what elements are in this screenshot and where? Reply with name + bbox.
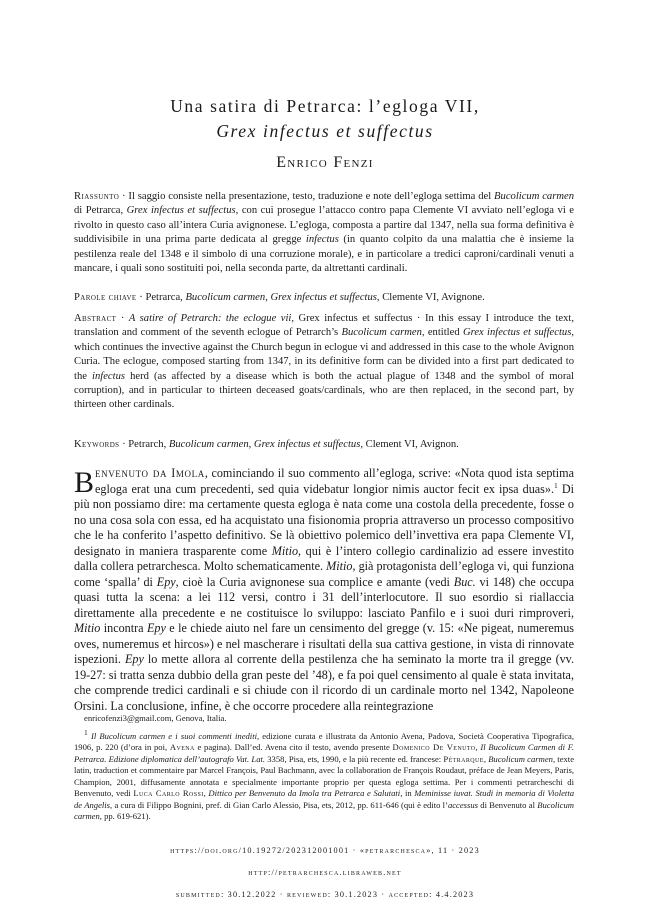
text-run: Grex infectus et suffectus: [294, 313, 413, 324]
footnote-ref[interactable]: 1: [554, 480, 558, 490]
text-run: · Petrarch,: [119, 439, 169, 450]
italic-run: Bucolicum carmen: [341, 327, 422, 339]
small-caps-run: Luca Carlo Rossi: [133, 788, 204, 798]
text-run: ,: [483, 753, 489, 764]
keywords-paragraph: [74, 438, 574, 452]
italic-run: Epy: [156, 574, 176, 589]
italic-run: Bucolicum carmen: [168, 439, 249, 450]
italic-run: Mitio: [74, 621, 101, 635]
italic-run: Mitio: [271, 543, 299, 558]
author-name: Enrico Fenzi: [276, 154, 374, 171]
text-run: e le chiede aiuto nel fare un censimento del gregge (v. 15: «Ne pigeat, numeremus oves, numeremus et hircos») e nel mascherare i risultati della sua cattiva gestione, in vista di rinnovate ispezioni.: [74, 621, 574, 666]
text-run: herd (as affected by a disease which is both the actual plague of 1348 and the symbol of moral corruption), and in particular to thirteen deceased goats/cardinals, who are then replaced, in the second part, by thirteen other cardinals.: [74, 370, 574, 411]
italic-run: Bucolicum carmen: [488, 753, 553, 764]
text-run: , entitled: [421, 327, 463, 339]
text-run: lo mette allora al corrente della pestilenza che ha seminato la morte tra il gregge (vv. 19-27: si tratta senza dubbio della gran peste del ’48), e fa poi quel censimento al quale è stata invitata, che comprende tredici cardinali e si chiude con il ricordo di un cardinale morto nel 1342, Napoleone Orsini. La conclusione, infine, è che occorre procedere alla reintegrazione: [74, 652, 575, 713]
article-title-line-2: Grex infectus et suffectus: [216, 121, 434, 141]
text-run: , which continues the invective against the Church begun in eclogue vi and addressed in this case to the whole Avignon Curia. The eclogue, composed starting from 1347, in its definitive form can be divided into a first part dedicated to the: [74, 327, 574, 382]
text-run: ·: [116, 313, 129, 324]
text-run: · Il saggio consiste nella presentazione, testo, traduzione e note dell’egloga settima del: [119, 191, 495, 202]
keywords-label: Keywords: [74, 439, 120, 450]
italic-run: Bucolicum carmen: [185, 292, 266, 303]
drop-cap: B: [74, 466, 95, 499]
parole-chiave-paragraph: [74, 291, 574, 305]
small-caps-run: Domenico De Venuto: [392, 742, 476, 752]
text-run: di Benvenuto al: [478, 799, 538, 810]
abstract-paragraph: [74, 312, 574, 413]
text-run: Di più non possiamo dire: ma certamente questa egloga è nata come una costola della precedente, fosse o no una cosa sola con essa, ed ha acquistato una fisionomia propria attraverso un processo compositivo che le ha conferito l’aspetto definitivo. Se là obiettivo polemico dell’invettiva era papa Clemente VI, designato in maniera trasparente come: [74, 481, 574, 558]
italic-run: Meminisse iuvat. Studi in memoria di Violetta de Angelis: [74, 788, 575, 810]
italic-run: Dittico per Benvenuto da Imola tra Petrarca e Salutati: [208, 788, 401, 798]
lead-small-caps: envenuto da Imola: [95, 466, 205, 480]
text-run: ,: [203, 788, 209, 798]
italic-run: Grex infectus et suffectus: [253, 439, 361, 450]
italic-run: Il Bucolicum carmen e i suoi commenti inediti: [90, 730, 257, 741]
italic-run: Epy: [124, 652, 144, 666]
footnote-number: 1: [84, 727, 88, 737]
italic-run: Grex infectus et suffectus: [270, 292, 377, 303]
text-run: · Petrarca,: [136, 292, 186, 303]
riassunto-label: Riassunto: [74, 191, 120, 202]
italic-run: Bucolicum carmen: [494, 191, 574, 202]
italic-run: Grex infectus et suffectus: [462, 327, 572, 339]
footnotes: [74, 713, 574, 823]
text-run: ,: [248, 439, 254, 450]
italic-run: infectus: [305, 234, 339, 246]
text-run: , texte latin, traduction et commentaire par Marcel François, Paul Bachmann, avec la collaboration de François Roudaut, préface de Jean Meyers, Paris, Champion, 2001, diffusamente annotata e specialmente importante proprio per questa egloga settima. Per i commenti petrarcheschi di Benvenuto, vedi: [74, 753, 575, 798]
text-run: , edizione curata e illustrata da Antonio Avena, Padova, Società Cooperativa Tipografica, 1906, p. 220 (d’ora in poi,: [74, 730, 574, 752]
abstract-label: Abstract: [74, 313, 117, 324]
italic-run: Epy: [146, 621, 166, 635]
doi-link[interactable]: https://doi.org/10.19272/202312001001 · «petrarchesca», 11 · 2023: [170, 846, 480, 855]
italic-run: Buc.: [453, 574, 476, 589]
text-run: , Clement VI, Avignon.: [360, 439, 459, 450]
text-run: , pp. 619-621).: [99, 811, 151, 821]
text-run: (in quanto colpito da una malattia che è insieme la pestilenza reale del 1348 e il simbolo di una corruzione morale), e in particolare a tredici caproni/cardinali venuti a mancare, i quali sono sostituiti poi, nella seconda parte, da altrettanti cardinali.: [74, 234, 575, 275]
journal-website-link[interactable]: http://petrarchesca.libraweb.net: [248, 868, 402, 877]
article-title-line-1: Una satira di Petrarca: l’egloga VII,: [170, 96, 480, 116]
text-run: , con cui prosegue l’attacco contro papa Clemente VI avviato nell’egloga vi e rivolto in questo caso all’intera Curia avignonese. L’egloga, composta a partire dal 1347, nella sua forma definitiva è suddivisibile in una prima parte dedicata al gregge: [74, 205, 574, 246]
text-run: 3358, Pisa, ets, 1990, e la più recente ed. francese:: [265, 753, 444, 764]
text-run: , Clemente VI, Avignone.: [376, 292, 485, 303]
text-run: , cominciando il suo commento all’egloga, scrive: «Nota quod ista septima egloga erat una cum precedenti, sed quia videbatur longior nimis auctor fecit ex ipsa duas».: [95, 466, 575, 496]
italic-run: Bucolicum carmen: [74, 799, 574, 821]
riassunto-paragraph: [74, 190, 574, 276]
text-run: , a cura di Filippo Bognini, pref. di Gian Carlo Alessio, Pisa, ets, 2012, pp. 611-646 (qui è edito l’: [110, 799, 448, 810]
text-run: e pagina). Dall’ed. Avena cito il testo, avendo presente: [194, 742, 393, 752]
italic-run: Grex infectus et suffectus: [126, 205, 236, 217]
text-run: vi 148) che occupa quasi tutta la scena: a lei 112 versi, contro i 31 dell’interlocutore. Il suo esordio si riallaccia direttamente alla precedente e ne costituisce lo sviluppo: lasciato Panfilo e i suoi duri rimproveri,: [74, 574, 575, 620]
text-run: incontra: [100, 621, 147, 635]
italic-run: Mitio: [326, 559, 353, 573]
italic-run: accessus: [447, 799, 479, 810]
text-run: ,: [475, 742, 481, 752]
footnote-1: [74, 727, 575, 823]
author-email[interactable]: enricofenzi3@gmail.com, Genova, Italia.: [84, 713, 227, 723]
small-caps-run: Avena: [169, 742, 195, 752]
text-run: , già protagonista dell’egloga vi, qui funziona come ‘spalla’ di: [74, 559, 574, 589]
text-run: · In this essay I introduce the text, translation and comment of the seventh eclogue of Petrarch’s: [74, 313, 574, 339]
italic-run: A satire of Petrarch: the eclogue vii,: [128, 313, 295, 324]
body-paragraph: [74, 466, 574, 714]
small-caps-run: Pétrarque: [443, 753, 484, 764]
text-run: , in: [400, 788, 415, 798]
text-run: di Petrarca,: [74, 205, 127, 217]
text-run: , qui è l’intero collegio cardinalizio ad essere investito dalla collera petrarchesca. Molto schematicamente.: [74, 543, 574, 573]
text-run: , cioè la Curia avignonese sua complice e amante (vedi: [175, 574, 454, 589]
italic-run: infectus: [92, 370, 125, 382]
submission-dates: submitted: 30.12.2022 · reviewed: 30.1.2023 · accepted: 4.4.2023: [175, 890, 475, 899]
text-run: ,: [265, 292, 271, 303]
parole-chiave-label: Parole chiave: [74, 292, 137, 303]
italic-run: Il Bucolicum Carmen di F. Petrarca. Edizione diplomatica dell’autografo Vat. Lat.: [74, 742, 575, 764]
